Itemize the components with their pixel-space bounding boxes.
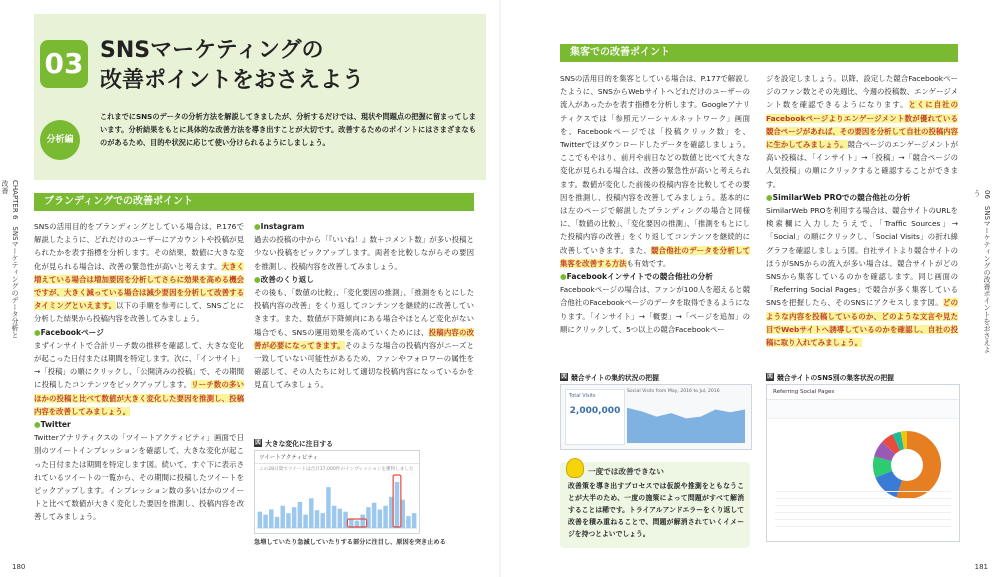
left-section-title: ブランディングでの改善ポイント <box>34 193 474 211</box>
right-page-number: 181 <box>974 563 988 571</box>
impression-bar <box>292 507 297 528</box>
figure-title: 競合サイトのSNS別の集客状況の把握 <box>777 374 894 382</box>
repeat-heading <box>254 273 474 286</box>
social-visits-title: Social Visits from May, 2016 to Jul, 2016 <box>627 389 720 394</box>
impression-bar <box>309 498 314 528</box>
left-side-tab: CHAPTER 6 SNSマーケティングのデータ分析と改善 <box>1 180 19 339</box>
impression-bar <box>286 513 291 528</box>
impression-bar <box>412 513 417 528</box>
similarweb-heading <box>766 191 958 204</box>
similarweb-paragraph <box>766 204 958 349</box>
donut-hole <box>891 449 923 481</box>
impression-bar <box>258 512 263 528</box>
impression-bar <box>280 506 285 528</box>
impressions-bar-chart <box>257 473 417 529</box>
acq-p1a: SNSの活用目的を集客としている場合は、P.177で解説したように、SNSからWebサイトへどれだけのユーザーの流入があったかを表す指標を分析します。Googleアナリティクスでは「参照元ソーシャルネットワーク」画面を、Facebookページでは「投稿クリック数」を、Twitterではダウンロードしたデータを確認しましょう。ここでもやはり、前月や前日などの数値と比べて大きな変化が見られる場合は、改善の緊急性が高いと考えられます。数値が変化した前後の投稿内容を比較してその要因を推測し、投稿内容を改善してみましょう。基本的には左のページで解説したブランディングの場合と同様に、「数値の比較」、「変化要因の推測」、「推測をもとにした投稿内容の改善」をくり返してコンテンツを継続的に改善していきます。 <box>560 74 750 255</box>
competitor-paragraph <box>766 72 958 191</box>
impression-bar <box>326 487 331 528</box>
bullet-icon: ● <box>34 327 41 337</box>
referring-social-screenshot <box>766 384 960 542</box>
impression-bar <box>263 515 268 528</box>
table-row <box>775 520 951 527</box>
title-line-2: 改善ポイントをおさえよう <box>100 68 365 93</box>
impression-bar <box>360 515 365 528</box>
right-section-title: 集客での改善ポイント <box>560 44 958 62</box>
twitter-heading <box>34 418 244 431</box>
right-column-1 <box>560 72 750 336</box>
impression-bar <box>320 513 325 528</box>
shot-tab: ツイートアクティビティ <box>255 451 419 464</box>
impression-bar <box>406 516 411 528</box>
bullet-icon: ● <box>34 420 41 430</box>
brand-p1c: 以下の手順を参考にして、SNSごとに分析した結果から投稿内容を改善してみましょう。 <box>34 301 244 324</box>
table-row <box>775 492 951 499</box>
left-figure-caption: 急増していたり急減していたりする部分に注目し、原因を突き止める <box>254 539 446 546</box>
total-visits-label: Total Visits <box>569 393 596 399</box>
impression-bar <box>383 506 388 528</box>
left-page-number: 180 <box>12 563 26 571</box>
social-visits-screenshot <box>560 384 752 450</box>
facebook-p2a: まずインサイトで合計リーチ数の推移を確認して、大きな変化が起こった日付または期間を特定します。次に、「インサイト」→「投稿」の順にクリックし、「公開済みの投稿」で、その期間に投稿したコンテンツをピックアップします。 <box>34 340 244 390</box>
figure-title: 大きな変化に注目する <box>265 440 333 448</box>
referring-summary-row <box>767 400 959 419</box>
twitter-paragraph: Twitterアナリティクスの「ツイートアクティビティ」画面で日別のツイートインプレッションを確認して、大きな変化が起こった日付または期間を特定します図。続いて、すぐ下に表示されているツイートの一覧から、その期間に投稿したツイートをピックアップします。インプレッション数の多いほかのツイートと比べて数値が大きく変化した要因を推測し、投稿内容を改善してみましょう。 <box>34 433 244 522</box>
table-row <box>775 506 951 513</box>
comp-p1c: 競合ページのエンゲージメントが高い投稿は、「インサイト」→「投稿」→「競合ページの人気投稿」の順にクリックすると確認することができます。 <box>766 140 958 189</box>
fb-insight-paragraph: Facebookページの場合は、ファンが100人を超えると競合他社のFacebookページのデータを取得できるようになります。「インサイト」→「概要」→「ページを追加」の順にクリックして、5つ以上の競合Facebookペー <box>560 285 750 334</box>
table-row <box>775 485 951 492</box>
instagram-paragraph: 過去の投稿の中から「『いいね！』数＋コメント数」が多い投稿と少ない投稿をピックアップします。両者を比較しながらその要因を推測し、投稿内容を改善してみましょう。 <box>254 235 474 271</box>
tip-box <box>560 462 750 548</box>
brand-paragraph-1 <box>34 220 244 326</box>
shot-summary: この28日間でツイートは合計17,000件のインプレッションを獲得しました <box>259 467 414 472</box>
fb-insight-heading <box>560 270 750 283</box>
facebook-p2b: リーチ数の多いほかの投稿と比べて数値が大きく変化した要因を推測し、投稿内容を改善してみましょう。 <box>34 380 244 416</box>
social-visits-area <box>627 408 745 443</box>
figure-number: 図 <box>560 373 567 380</box>
table-row <box>775 513 951 520</box>
instagram-heading-text: Instagram <box>260 222 305 231</box>
acq-p1d: も有効です。 <box>626 258 671 268</box>
repeat-paragraph <box>254 286 474 392</box>
impression-bar <box>395 482 400 528</box>
chapter-number-box: 03 <box>40 40 88 88</box>
total-visits-card <box>565 389 625 445</box>
repeat-p2c: そのような場合の投稿内容がニーズと一致していない可能性があるため、ファンやフォロワーの属性を確認して、その人たちに対して適切な投稿内容になっているかを見直してみましょう。 <box>254 340 474 390</box>
right-figure-2-caption <box>766 372 894 382</box>
referring-title: Referring Social Pages <box>767 385 959 400</box>
twitter-heading-text: Twitter <box>40 420 71 430</box>
impression-bar <box>332 506 337 528</box>
left-column-1 <box>34 220 244 524</box>
tip-title: 一度では改善できない <box>588 467 664 476</box>
repeat-heading-text: 改善のくり返し <box>260 274 314 284</box>
brand-p1a: SNSの活用目的をブランディングとしている場合は、P.176で解説したように、どれだけのユーザーにアカウントや投稿が見られたかを表す指標を分析します。その結果、数値に大きな変化が見られる場合は、改善の緊急性が高いと考えます。 <box>34 222 244 271</box>
bullet-icon: ● <box>254 274 261 284</box>
similarweb-heading-text: SimilarWeb PROでの競合他社の分析 <box>772 192 911 202</box>
right-side-tab: 06 SNSマーケティングの改善ポイントをおさえよう <box>973 190 991 354</box>
social-visits-area-chart <box>627 399 745 443</box>
instagram-heading <box>254 220 474 233</box>
bullet-icon: ● <box>560 272 567 282</box>
right-column-2 <box>766 72 958 349</box>
left-column-2 <box>254 220 474 392</box>
lightbulb-icon <box>566 458 584 478</box>
comp-p1a: ジを設定しましょう。以降、設定した競合Facebookページのファン数とその先週比、今週の投稿数、エンゲージメント数を確認できるようになります。 <box>766 74 958 110</box>
intro-text: これまでにSNSのデータの分析方法を解説してきましたが、分析するだけでは、現状や問題点の把握に留まってしまいます。分析結果をもとに具体的な改善方法を導き出すことが大切です。改善するためのポイントにはさまざまなものがあるため、目的や状況に応じて使い分けられるようにしましょう。 <box>100 112 476 147</box>
title-line-1: SNSマーケティングの <box>100 38 324 63</box>
impression-bar <box>275 517 280 528</box>
fb-insight-heading-text: Facebookインサイトでの競合他社の分析 <box>566 272 713 282</box>
analysis-badge: 分析編 <box>40 120 80 160</box>
repeat-p2a: その後も、「数値の比較」、「変化要因の推測」、「推測をもとにした投稿内容の改善」をくり返してコンテンツを継続的に改善していきます。また、数値が下降傾向にある場合やほとんど変化がない場合でも、SNSの運用効果を高めていくためには、 <box>254 288 474 337</box>
repeat-p2b: 投稿内容の改善が必要になってきます。 <box>254 327 474 350</box>
impression-bar <box>372 503 377 528</box>
comp-p1b: とくに自社のFacebookページよりエンゲージメント数が優れている競合ページがあれば、その要因を分析して自社の投稿内容に生かしてみましょう。 <box>766 100 959 150</box>
impression-bar <box>298 502 303 528</box>
impression-bar <box>315 510 320 528</box>
table-row <box>775 499 951 506</box>
bullet-icon: ● <box>254 222 261 231</box>
bullet-icon: ● <box>766 192 773 202</box>
facebook-heading <box>34 326 244 339</box>
left-figure-caption-title <box>254 438 333 448</box>
total-visits-value: 2,000,000 <box>569 406 621 416</box>
chapter-title <box>100 36 480 96</box>
referring-table <box>775 485 951 527</box>
acq-p1c: 競合他社のデータを分析して集客を改善する方法 <box>560 245 750 268</box>
acq-paragraph-1 <box>560 72 750 270</box>
figure-title: 競合サイトの集約状況の把握 <box>571 374 659 382</box>
right-page <box>500 0 1000 577</box>
sw-p2a: SimilarWeb PROを利用する場合は、競合サイトのURLを検索欄に入力したうえで、「Traffic Sources」→「Social」の順にクリックし、「Social Visits」の折れ線グラフを確認しましょう図。自社サイトより競合サイトのほうがSNSからの流入が多い場合は、競合サイトがどのSNSから集客しているのかを確認します。同じ画面の「Referring Social Pages」で競合が多く集客しているSNSを把握したら、そのSNSにアクセスします図。 <box>766 206 958 308</box>
tweet-activity-screenshot <box>254 450 420 534</box>
figure-number: 図 <box>766 373 773 380</box>
impression-bar <box>378 509 383 528</box>
sw-p2b: どのような内容を投稿しているのか、どのような文言や見た目でWebサイトへ誘導しているのかを確認し、自社の投稿に取り入れてみましょう。 <box>766 298 958 348</box>
facebook-heading-text: Facebookページ <box>40 327 104 337</box>
right-figure-1-caption <box>560 372 659 382</box>
impression-bar <box>303 515 308 528</box>
facebook-paragraph <box>34 339 244 418</box>
impression-bar <box>338 509 343 528</box>
figure-number: 図 <box>254 439 261 446</box>
tip-body: 改善策を導き出すプロセスでは仮説や推測をともなうことが大半のため、一度の施策によって問題がすべて解消することは稀です。トライアルアンドエラーをくり返して改善を積み重ねることで、問題が解消されていくイメージを持つとよいでしょう。 <box>568 482 744 538</box>
acq-p1b: また、 <box>628 245 651 255</box>
brand-p1b: 大きく増えている場合は増加要因を分析してさらに効果を高める機会ですが、大きく減っている場合は減少要因を分析して改善するタイミングといえます。 <box>34 261 244 311</box>
impression-bar <box>269 509 274 528</box>
